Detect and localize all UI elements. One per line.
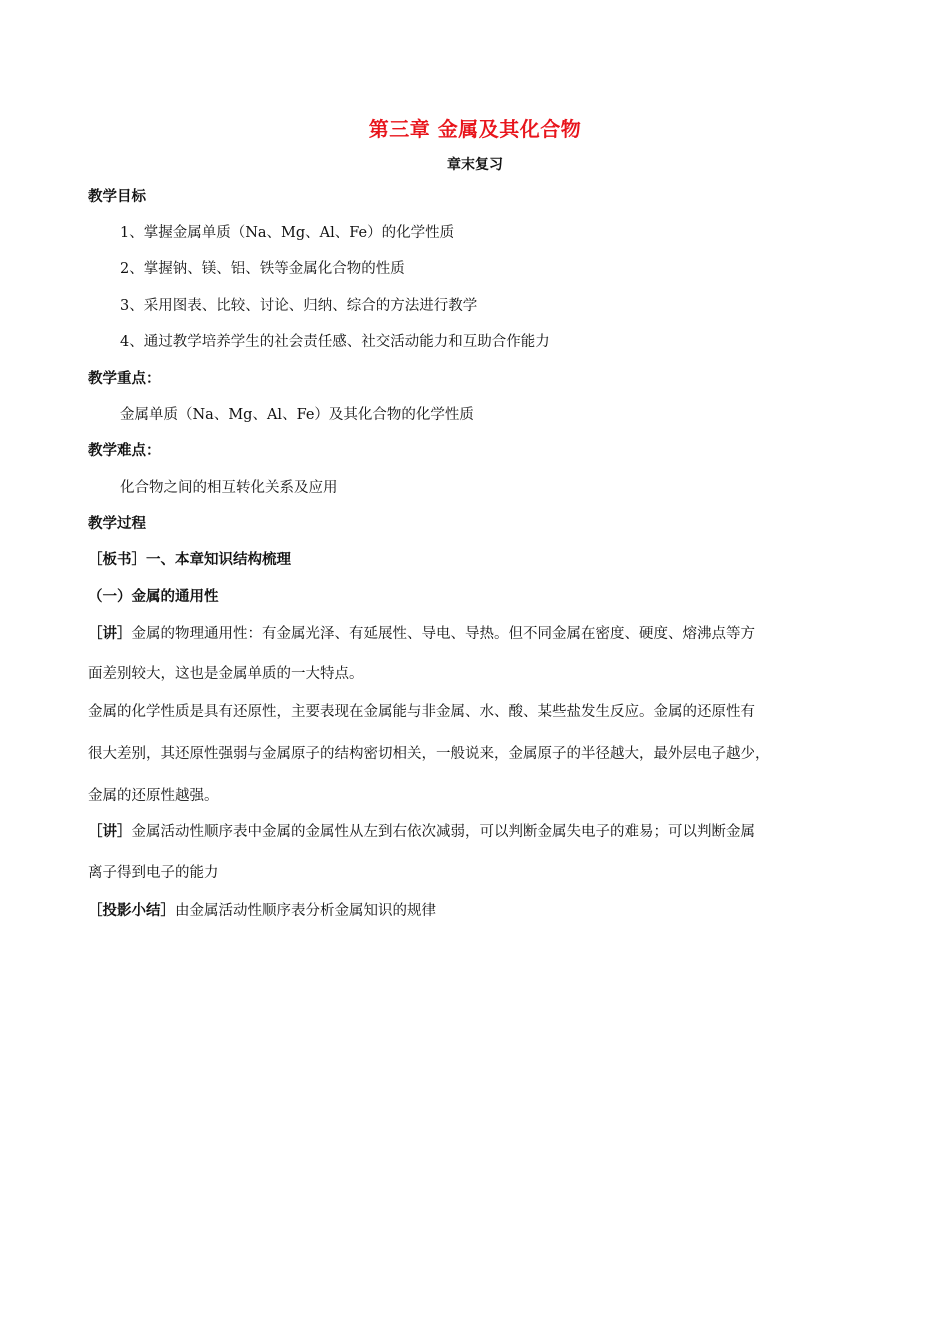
paragraph-line-2: 很大差别，其还原性强弱与金属原子的结构密切相关，一般说来，金属原子的半径越大，最外层电子越少， [88,746,770,762]
difficulties-heading: 教学难点： [88,443,161,459]
paragraph-line-3: 金属的还原性越强。 [88,788,219,804]
objective-item-4: 4、通过教学培养学生的社会责任感、社交活动能力和互助合作能力 [120,334,550,350]
lecture-2-tag: ［讲］ [88,824,132,840]
board-tag: ［板书］ [88,552,146,568]
lecture-1-line-2: 面差别较大，这也是金属单质的一大特点。 [88,666,364,682]
key-points-text: 金属单质（Na、Mg、Al、Fe）及其化合物的化学性质 [120,407,474,423]
objective-item-2: 2、掌握钠、镁、铝、铁等金属化合物的性质 [120,261,405,277]
objective-item-1: 1、掌握金属单质（Na、Mg、Al、Fe）的化学性质 [120,225,455,241]
lecture-1-line-1 [88,624,755,644]
board-text: 一、本章知识结构梳理 [146,552,291,568]
process-heading: 教学过程 [88,516,146,532]
lecture-2-line-2: 离子得到电子的能力 [88,865,219,881]
board-line [88,550,291,570]
lecture-2-text-1: 金属活动性顺序表中金属的金属性从左到右依次减弱，可以判断金属失电子的难易；可以判断金属 [131,824,755,840]
chapter-subtitle: 章末复习 [447,157,503,173]
chapter-title: 第三章 金属及其化合物 [368,117,582,141]
key-points-heading: 教学重点： [88,371,161,387]
lecture-1-tag: ［讲］ [88,626,132,642]
difficulties-text: 化合物之间的相互转化关系及应用 [120,480,338,496]
objectives-heading: 教学目标 [88,189,146,205]
objective-item-3: 3、采用图表、比较、讨论、归纳、综合的方法进行教学 [120,298,478,314]
lecture-1-text-1: 金属的物理通用性：有金属光泽、有延展性、导电、导热。但不同金属在密度、硬度、熔沸点等方 [131,626,755,642]
lecture-2-line-1 [88,822,755,842]
summary-line [88,901,436,921]
summary-text: 由金属活动性顺序表分析金属知识的规律 [175,903,436,919]
section-1-heading: （一）金属的通用性 [88,589,219,605]
paragraph-line-1: 金属的化学性质是具有还原性，主要表现在金属能与非金属、水、酸、某些盐发生反应。金属的还原性有 [88,704,755,720]
summary-tag: ［投影小结］ [88,903,175,919]
